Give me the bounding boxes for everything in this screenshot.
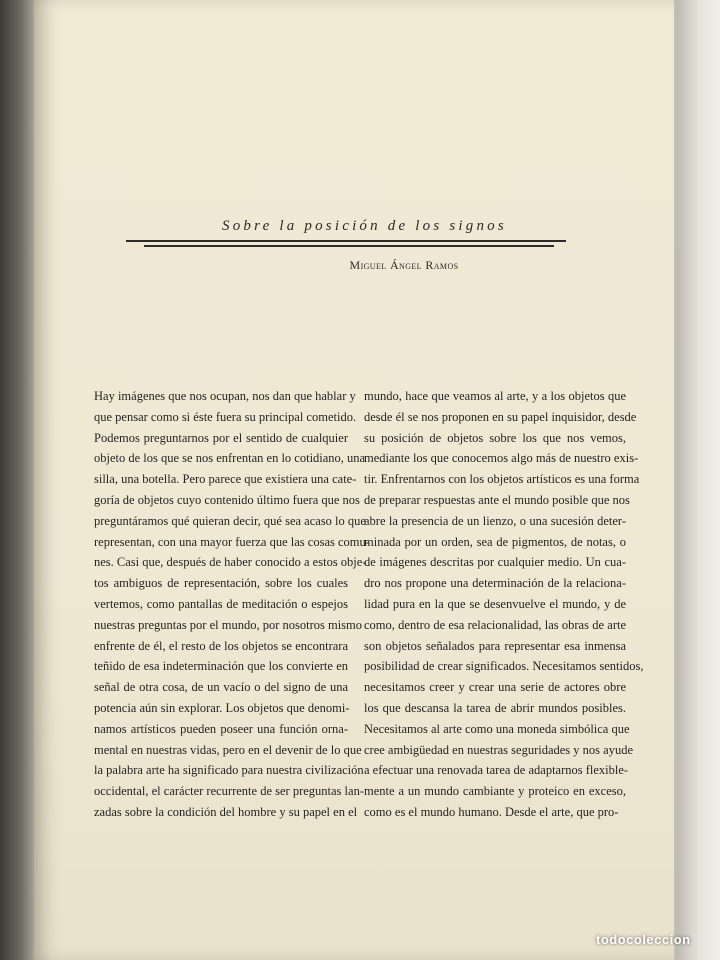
text-line: necesitamos creer y crear una serie de actores obre bbox=[364, 680, 626, 695]
text-column-right bbox=[364, 386, 644, 823]
article-title: Sobre la posición de los signos bbox=[222, 218, 507, 234]
text-line: Hay imágenes que nos ocupan, nos dan que hablar y bbox=[94, 389, 356, 403]
text-line: namos artísticos pueden poseer una función orna- bbox=[94, 721, 348, 736]
text-line: potencia aún sin explorar. Los objetos que denomi- bbox=[94, 700, 350, 715]
book-page bbox=[34, 0, 674, 960]
text-line: nuestras preguntas por el mundo, por nosotros mismo bbox=[94, 617, 363, 632]
text-line: cree ambigüedad en nuestras seguridades y nos ayude bbox=[364, 742, 634, 757]
text-line: mental en nuestras vidas, pero en el devenir de lo que bbox=[94, 742, 362, 757]
watermark: todocoleccion bbox=[596, 932, 691, 947]
text-column-left bbox=[94, 386, 370, 823]
text-line: mente a un mundo cambiante y proteico en exceso, bbox=[364, 784, 626, 799]
text-line: los que descansa la tarea de abrir mundos posibles. bbox=[364, 700, 626, 715]
text-line: desde él se nos proponen en su papel inquisidor, desde bbox=[364, 409, 637, 424]
text-line: Podemos preguntarnos por el sentido de cualquier bbox=[94, 430, 348, 445]
text-line: tir. Enfrentarnos con los objetos artísticos es una forma bbox=[364, 472, 640, 487]
text-line: silla, una botella. Pero parece que existiera una cate- bbox=[94, 472, 357, 487]
text-line: preguntáramos qué quieran decir, qué sea acaso lo que bbox=[94, 513, 366, 528]
text-line: tos ambiguos de representación, sobre los cuales bbox=[94, 576, 348, 591]
text-line: como es el mundo humano. Desde el arte, que pro- bbox=[364, 804, 619, 819]
text-line: de imágenes descritas por cualquier medio. Un cua- bbox=[364, 555, 626, 570]
text-line: a efectuar una renovada tarea de adaptarnos flexible- bbox=[364, 763, 629, 778]
text-line: representan, con una mayor fuerza que las cosas comu- bbox=[94, 534, 370, 549]
title-rule-lower bbox=[144, 245, 554, 247]
text-line: mediante los que conocemos algo más de nuestro exis- bbox=[364, 451, 639, 466]
text-line: la palabra arte ha significado para nuestra civilización bbox=[94, 763, 364, 778]
text-line: como, dentro de esa relacionalidad, las obras de arte bbox=[364, 617, 626, 632]
text-line: abre la presencia de un lienzo, o una sucesión deter- bbox=[364, 513, 626, 528]
author-name: Miguel Ángel Ramos bbox=[349, 258, 459, 272]
text-line: mundo, hace que veamos al arte, y a los objetos que bbox=[364, 389, 626, 403]
text-line: que pensar como si éste fuera su principal cometido. bbox=[94, 409, 357, 424]
text-line: vertemos, como pantallas de meditación o espejos bbox=[94, 596, 348, 611]
text-line: son objetos señalados para representar esa inmensa bbox=[364, 638, 626, 653]
text-line: minada por un orden, sea de pigmentos, de notas, o bbox=[364, 534, 626, 549]
text-line: teñido de esa indeterminación que los convierte en bbox=[94, 659, 348, 674]
text-line: posibilidad de crear significados. Necesitamos sentidos, bbox=[364, 659, 644, 674]
text-line: lidad pura en la que se desenvuelve el mundo, y de bbox=[364, 596, 626, 611]
text-line: Necesitamos al arte como una moneda simbólica que bbox=[364, 721, 630, 736]
text-line: señal de otra cosa, de un vacío o del signo de una bbox=[94, 680, 348, 695]
text-line: dro nos propone una determinación de la relaciona- bbox=[364, 576, 626, 591]
title-rule-upper bbox=[126, 240, 566, 242]
text-line: de preparar respuestas ante el mundo posible que nos bbox=[364, 492, 630, 507]
text-line: zadas sobre la condición del hombre y su papel en el bbox=[94, 804, 358, 819]
text-line: su posición de objetos sobre los que nos vemos, bbox=[364, 430, 626, 445]
text-line: occidental, el carácter recurrente de ser preguntas lan- bbox=[94, 784, 364, 799]
text-line: objeto de los que se nos enfrentan en lo cotidiano, una bbox=[94, 451, 366, 466]
text-line: enfrente de él, el resto de los objetos se encontrara bbox=[94, 638, 348, 653]
text-line: goría de objetos cuyo contenido último fuera que nos bbox=[94, 492, 360, 507]
text-line: nes. Casi que, después de haber conocido a estos obje- bbox=[94, 555, 367, 570]
